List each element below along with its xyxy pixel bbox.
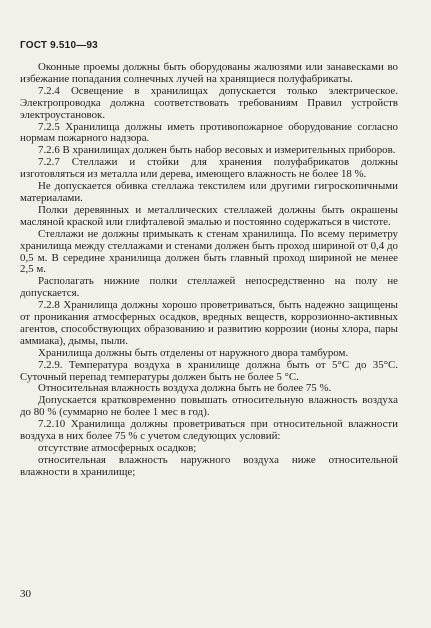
paragraph: Оконные проемы должны быть оборудованы жалюзями или занавесками во избежание попадания солнечных лучей на хранящиеся полуфабрикаты. <box>20 61 398 85</box>
paragraph: отсутствие атмосферных осадков; <box>38 442 197 454</box>
paragraph: 7.2.10 Хранилища должны проветриваться при относительной влажности воздуха в них более 75 % с учетом следующих условий: <box>20 418 398 443</box>
paragraph: 7.2.8 Хранилища должны хорошо проветриваться, быть надежно защищены от проникания атмосферных осадков, вредных веществ, коррозионно-активных агентов, способствующих образованию и развитию коррозии (ионы хлора, пары аммиака), дымы, пыли. <box>20 299 398 347</box>
paragraph: Полки деревянных и металлических стеллажей должны быть окрашены масляной краской или глифталевой эмалью и постоянно содержаться в чистоте. <box>20 203 398 228</box>
paragraph: 7.2.4 Освещение в хранилищах допускается только электрическое. Электропроводка должна соответствовать требованиям Правил устройств электроустановок. <box>20 84 398 121</box>
page-number: 30 <box>20 588 31 600</box>
paragraph: 7.2.6 В хранилищах должен быть набор весовых и измерительных приборов. <box>38 144 396 157</box>
paragraph: Стеллажи не должны примыкать к стенам хранилища. По всему периметру хранилища между стеллажами и стенами должен быть проход шириной от 0,4 до 0,5 м. В середине хранилища должен быть главный проход шириной не менее 2,5 м. <box>20 227 398 276</box>
standard-header: ГОСТ 9.510—93 <box>20 40 98 51</box>
paragraph: 7.2.7 Стеллажи и стойки для хранения полуфабрикатов должны изготовляться из металла или дерева, имеющего влажность не более 18 %. <box>20 156 398 181</box>
paragraph: 7.2.5 Хранилища должны иметь противопожарное оборудование согласно нормам пожарного надзора. <box>20 120 398 145</box>
paragraph: Допускается кратковременно повышать относительную влажность воздуха до 80 % (суммарно не более 1 мес в год). <box>20 394 398 419</box>
paragraph: Не допускается обивка стеллажа текстилем или другими гигроскопичными материалами. <box>20 180 398 204</box>
body-text <box>20 62 398 479</box>
paragraph: относительная влажность наружного воздуха ниже относительной влажности в хранилище; <box>20 453 398 478</box>
paragraph: Располагать нижние полки стеллажей непосредственно на полу не допускается. <box>20 275 398 300</box>
paragraph: Относительная влажность воздуха должна быть не более 75 %. <box>38 382 332 395</box>
paragraph: 7.2.9. Температура воздуха в хранилище должна быть от 5°C до 35°C. Суточный перепад температуры должен быть не более 5 °C. <box>20 358 398 383</box>
paragraph: Хранилища должны быть отделены от наружного двора тамбуром. <box>38 346 349 359</box>
